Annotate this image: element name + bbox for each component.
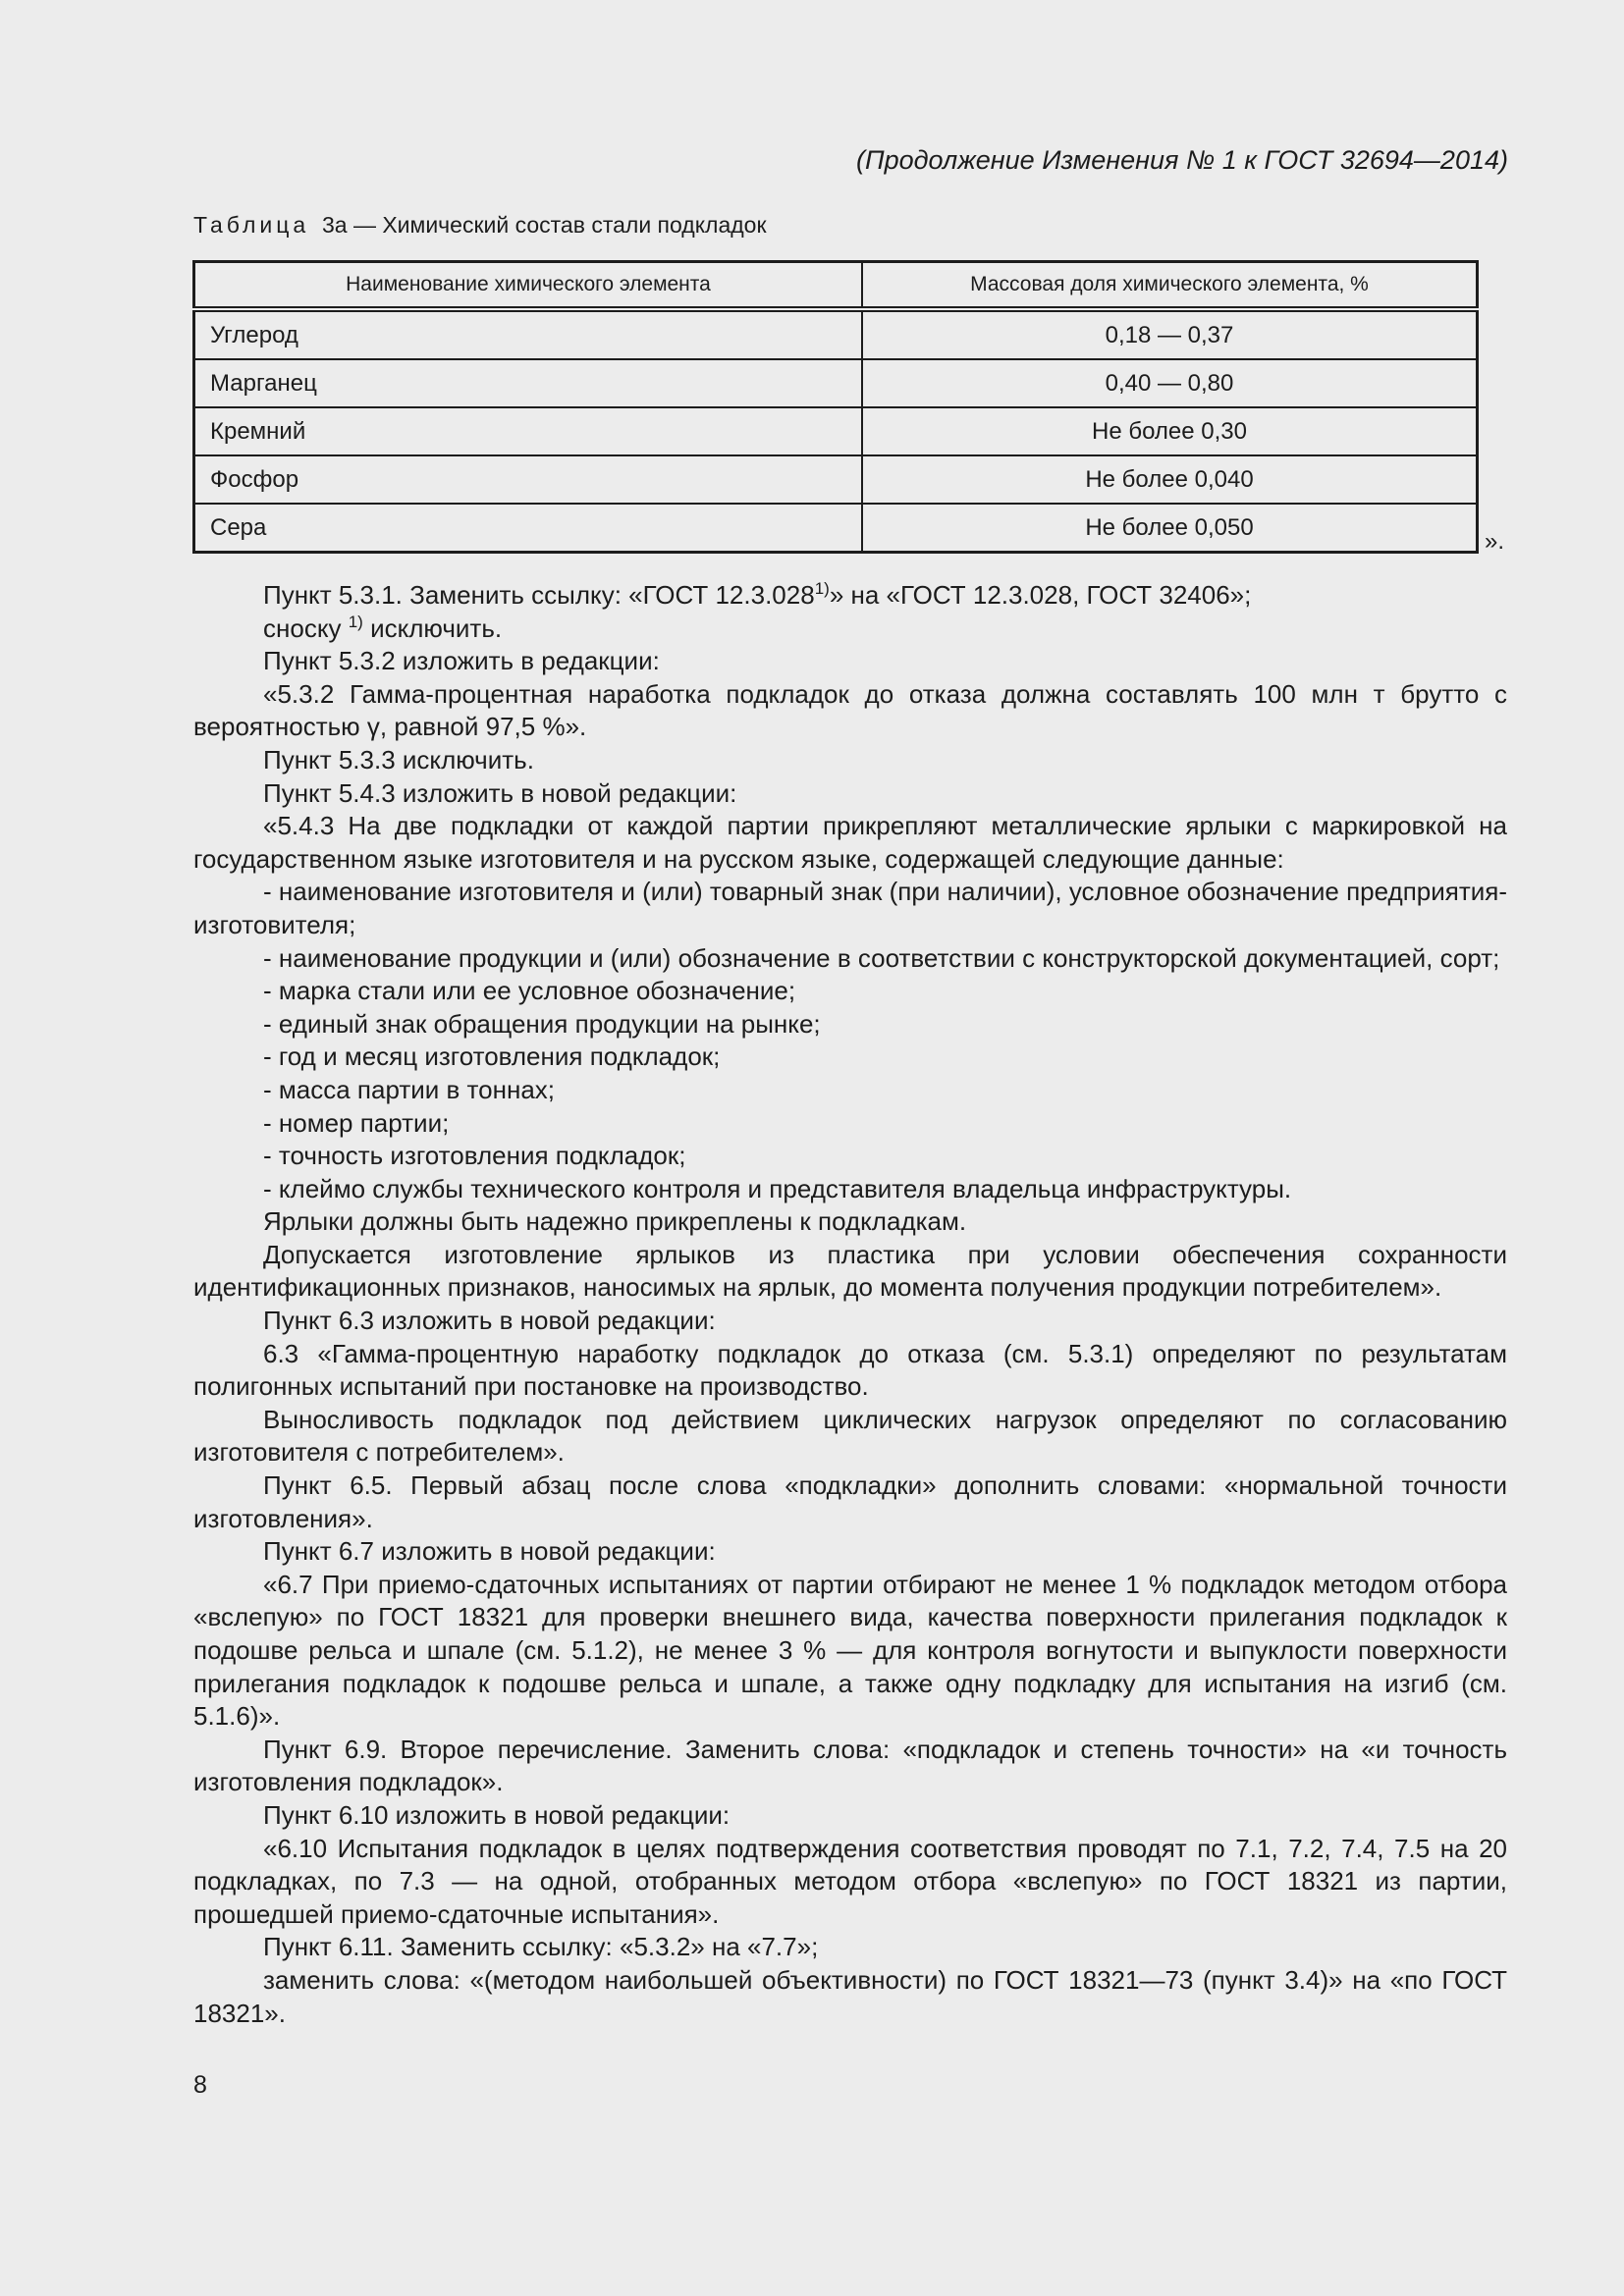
table-row — [194, 359, 1478, 407]
table-caption-title: 3а — Химический состав стали подкладок — [321, 212, 767, 238]
mass-fraction-cell: Не более 0,30 — [862, 407, 1478, 455]
element-name-cell: Углерод — [194, 309, 863, 359]
paragraph: «5.3.2 Гамма-процентная наработка подкладок до отказа должна составлять 100 млн т брутто с вероятностью γ, равной 97,5 %». — [193, 678, 1507, 742]
paragraph: «6.10 Испытания подкладок в целях подтверждения соответствия проводят по 7.1, 7.2, 7.4, 7.5 на 20 подкладках, по 7.3 — на одной, отобранных методом отбора «вслепую» по ГОСТ 18321 из партии, прошедшей приемо-сдаточные испытания». — [193, 1833, 1507, 1929]
paragraph: «6.7 При приемо-сдаточных испытаниях от партии отбирают не менее 1 % подкладок методом отбора «вслепую» по ГОСТ 18321 для проверки внешнего вида, качества поверхности прилегания подкладок к подошве рельса и шпале (см. 5.1.2), не менее 3 % — для контроля вогнутости и выпуклости поверхности прилегания подкладок к подошве рельса и шпале, а также одну подкладку для испытания на изгиб (см. 5.1.6)». — [193, 1569, 1507, 1732]
table-row — [194, 455, 1478, 504]
list-item: - наименование продукции и (или) обозначение в соответствии с конструкторской документацией, сорт; — [263, 942, 1500, 973]
paragraph: Пункт 6.11. Заменить ссылку: «5.3.2» на «7.7»; — [263, 1932, 819, 1962]
paragraph: Пункт 6.10 изложить в новой редакции: — [263, 1799, 731, 1830]
column-header-element: Наименование химического элемента — [194, 262, 863, 310]
paragraph: Пункт 5.4.3 изложить в новой редакции: — [263, 777, 737, 808]
list-item: - год и месяц изготовления подкладок; — [263, 1041, 721, 1072]
list-item: - клеймо службы технического контроля и представителя владельца инфраструктуры. — [263, 1173, 1292, 1203]
paragraph — [193, 579, 1507, 613]
paragraph: Пункт 6.9. Второе перечисление. Заменить слова: «подкладок и степень точности» на «и точность изготовления подкладок». — [193, 1734, 1507, 1797]
paragraph: Выносливость подкладок под действием циклических нагрузок определяют по согласованию изготовителя с потребителем». — [193, 1404, 1507, 1468]
footnote-marker: 1) — [814, 579, 830, 598]
table-header-row — [194, 262, 1478, 310]
paragraph: Пункт 6.3 изложить в новой редакции: — [263, 1306, 716, 1336]
list-item: - точность изготовления подкладок; — [263, 1141, 686, 1171]
column-header-mass-fraction: Массовая доля химического элемента, % — [862, 262, 1478, 310]
element-name-cell: Сера — [194, 504, 863, 553]
table-caption — [193, 212, 767, 239]
footnote-marker: 1) — [348, 612, 363, 631]
table-closing-quote: ». — [1485, 528, 1505, 555]
paragraph: 6.3 «Гамма-процентную наработку подкладок до отказа (см. 5.3.1) определяют по результатам полигонных испытаний при постановке на производство. — [193, 1338, 1507, 1402]
text-run: » на «ГОСТ 12.3.028, ГОСТ 32406»; — [829, 580, 1252, 610]
page-header: (Продолжение Изменения № 1 к ГОСТ 32694—2014) — [856, 145, 1508, 175]
list-item: - марка стали или ее условное обозначение; — [263, 976, 796, 1006]
paragraph: Пункт 5.3.2 изложить в редакции: — [263, 646, 660, 676]
paragraph: Пункт 6.7 изложить в новой редакции: — [263, 1536, 716, 1567]
element-name-cell: Фосфор — [194, 455, 863, 504]
paragraph: Пункт 6.5. Первый абзац после слова «подкладки» дополнить словами: «нормальной точности изготовления». — [193, 1470, 1507, 1533]
mass-fraction-cell: 0,18 — 0,37 — [862, 309, 1478, 359]
element-name-cell: Марганец — [194, 359, 863, 407]
paragraph — [193, 613, 1507, 646]
text-run: Пункт 5.3.1. Заменить ссылку: «ГОСТ 12.3.028 — [263, 580, 815, 610]
paragraph: Пункт 5.3.3 исключить. — [263, 744, 534, 774]
list-item: - номер партии; — [263, 1107, 450, 1138]
list-item: - единый знак обращения продукции на рынке; — [263, 1008, 821, 1039]
paragraph: заменить слова: «(методом наибольшей объективности) по ГОСТ 18321—73 (пункт 3.4)» на «по ГОСТ 18321». — [193, 1964, 1507, 2028]
table-row — [194, 407, 1478, 455]
amendment-body — [193, 579, 1507, 2030]
page-number: 8 — [193, 2071, 207, 2099]
mass-fraction-cell: 0,40 — 0,80 — [862, 359, 1478, 407]
mass-fraction-cell: Не более 0,050 — [862, 504, 1478, 553]
list-item: - масса партии в тоннах; — [263, 1074, 556, 1104]
paragraph: Допускается изготовление ярлыков из пластика при условии обеспечения сохранности идентификационных признаков, наносимых на ярлык, до момента получения продукции потребителем». — [193, 1239, 1507, 1303]
mass-fraction-cell: Не более 0,040 — [862, 455, 1478, 504]
paragraph: Ярлыки должны быть надежно прикреплены к подкладкам. — [263, 1206, 967, 1237]
table-caption-prefix: Таблица — [193, 212, 310, 238]
chemical-composition-table — [192, 260, 1479, 554]
list-item: - наименование изготовителя и (или) товарный знак (при наличии), условное обозначение предприятия-изготовителя; — [193, 877, 1507, 939]
text-run: исключить. — [362, 613, 503, 643]
paragraph: «5.4.3 На две подкладки от каждой партии прикрепляют металлические ярлыки с маркировкой на государственном языке изготовителя и на русском языке, содержащей следующие данные: — [193, 811, 1507, 874]
text-run: сноску — [263, 613, 349, 643]
table-row — [194, 309, 1478, 359]
element-name-cell: Кремний — [194, 407, 863, 455]
table-row — [194, 504, 1478, 553]
